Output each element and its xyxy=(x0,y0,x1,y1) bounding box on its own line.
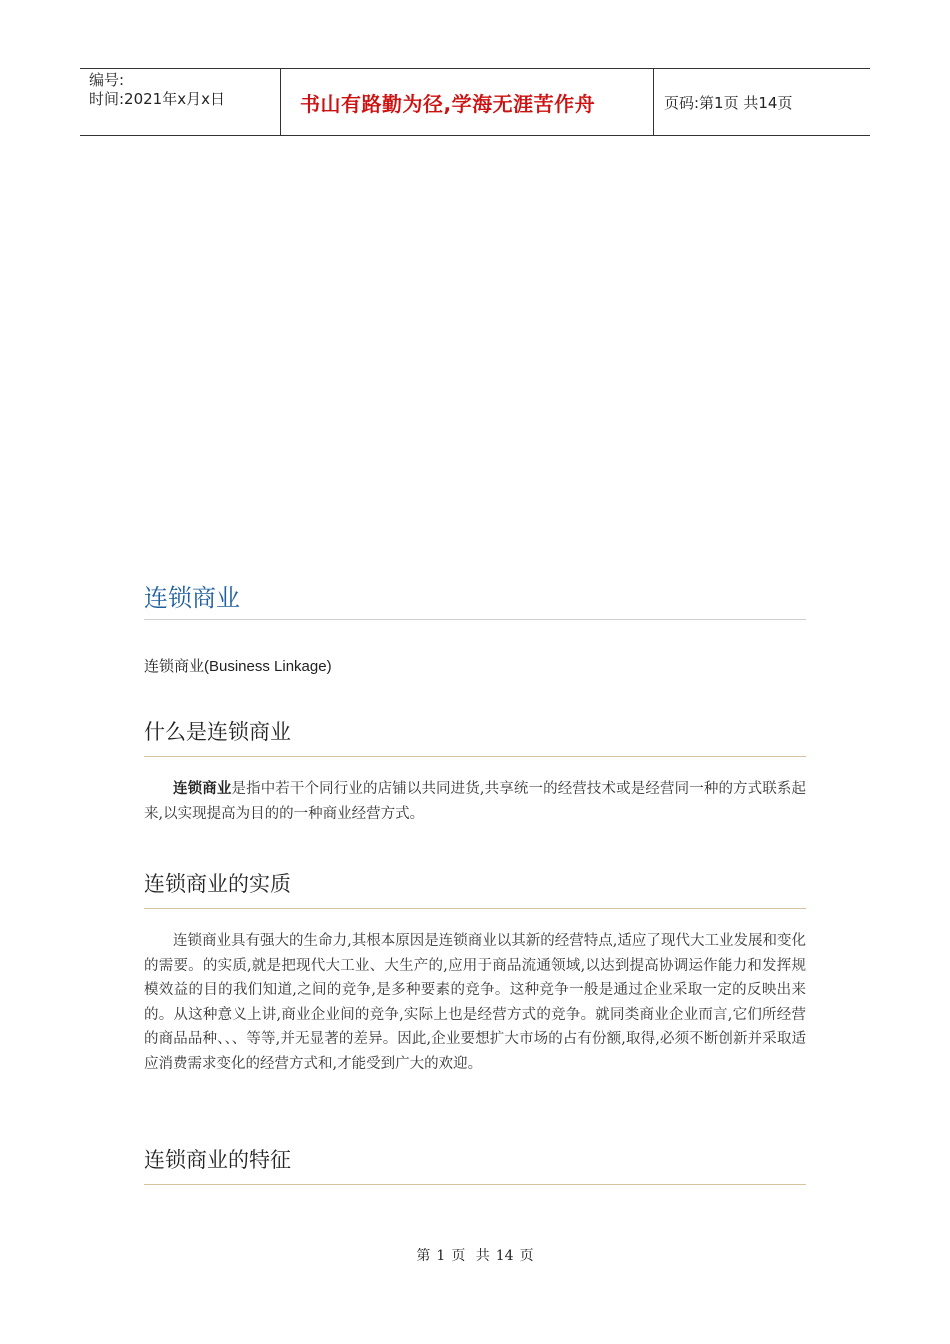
page-header xyxy=(80,68,870,136)
header-motto-cell xyxy=(281,69,654,135)
section-divider xyxy=(144,756,806,757)
section-paragraph-essence: 连锁商业具有强大的生命力,其根本原因是连锁商业以其新的经营特点,适应了现代大工业发展和变化的需要。的实质,就是把现代大工业、大生产的,应用于商品流通领域,以达到提高协调运作能力和发挥规模效益的目的我们知道,之间的竞争,是多种要素的竞争。这种竞争一般是通过企业采取一定的反映出来的。从这种意义上讲,商业企业间的竞争,实际上也是经营方式的竞争。就同类商业企业而言,它们所经营的商品品种、、、等等,并无显著的差异。因此,企业要想扩大市场的占有份额,取得,必须不断创新并采取适应消费需求变化的经营方式和,才能受到广大的欢迎。 xyxy=(144,933,806,1072)
document-subtitle: 连锁商业(Business Linkage) xyxy=(144,658,332,675)
footer-word: 共 xyxy=(475,1248,490,1264)
footer-page-number: 1 xyxy=(436,1248,446,1264)
footer-word: 页 xyxy=(451,1248,466,1264)
section-heading-features: 连锁商业的特征 xyxy=(144,1148,291,1172)
footer-total-pages: 14 xyxy=(495,1248,514,1264)
header-page-info-cell xyxy=(654,69,870,135)
section-divider xyxy=(144,1184,806,1185)
bold-term: 连锁商业 xyxy=(173,781,232,797)
title-divider xyxy=(144,619,806,620)
number-label: 编号: xyxy=(89,71,125,89)
section-heading-essence: 连锁商业的实质 xyxy=(144,872,291,896)
paragraph-text: 是指中若干个同行业的店铺以共同进货,共享统一的经营技术或是经营同一种的方式联系起来,以实现提高为目的的一种商业经营方式。 xyxy=(144,781,807,822)
page-info: 页码:第1页 共14页 xyxy=(664,93,793,112)
page-footer xyxy=(0,1245,950,1265)
section-heading-definition: 什么是连锁商业 xyxy=(144,720,291,744)
footer-word: 页 xyxy=(519,1248,534,1264)
header-meta xyxy=(80,69,281,135)
motto: 书山有路勤为径,学海无涯苦作舟 xyxy=(300,91,596,116)
section-divider xyxy=(144,908,806,909)
section-paragraph-definition xyxy=(144,777,806,826)
time-label: 时间:2021年x月x日 xyxy=(89,90,225,108)
footer-word: 第 xyxy=(416,1248,431,1264)
document-title: 连锁商业 xyxy=(144,584,240,612)
